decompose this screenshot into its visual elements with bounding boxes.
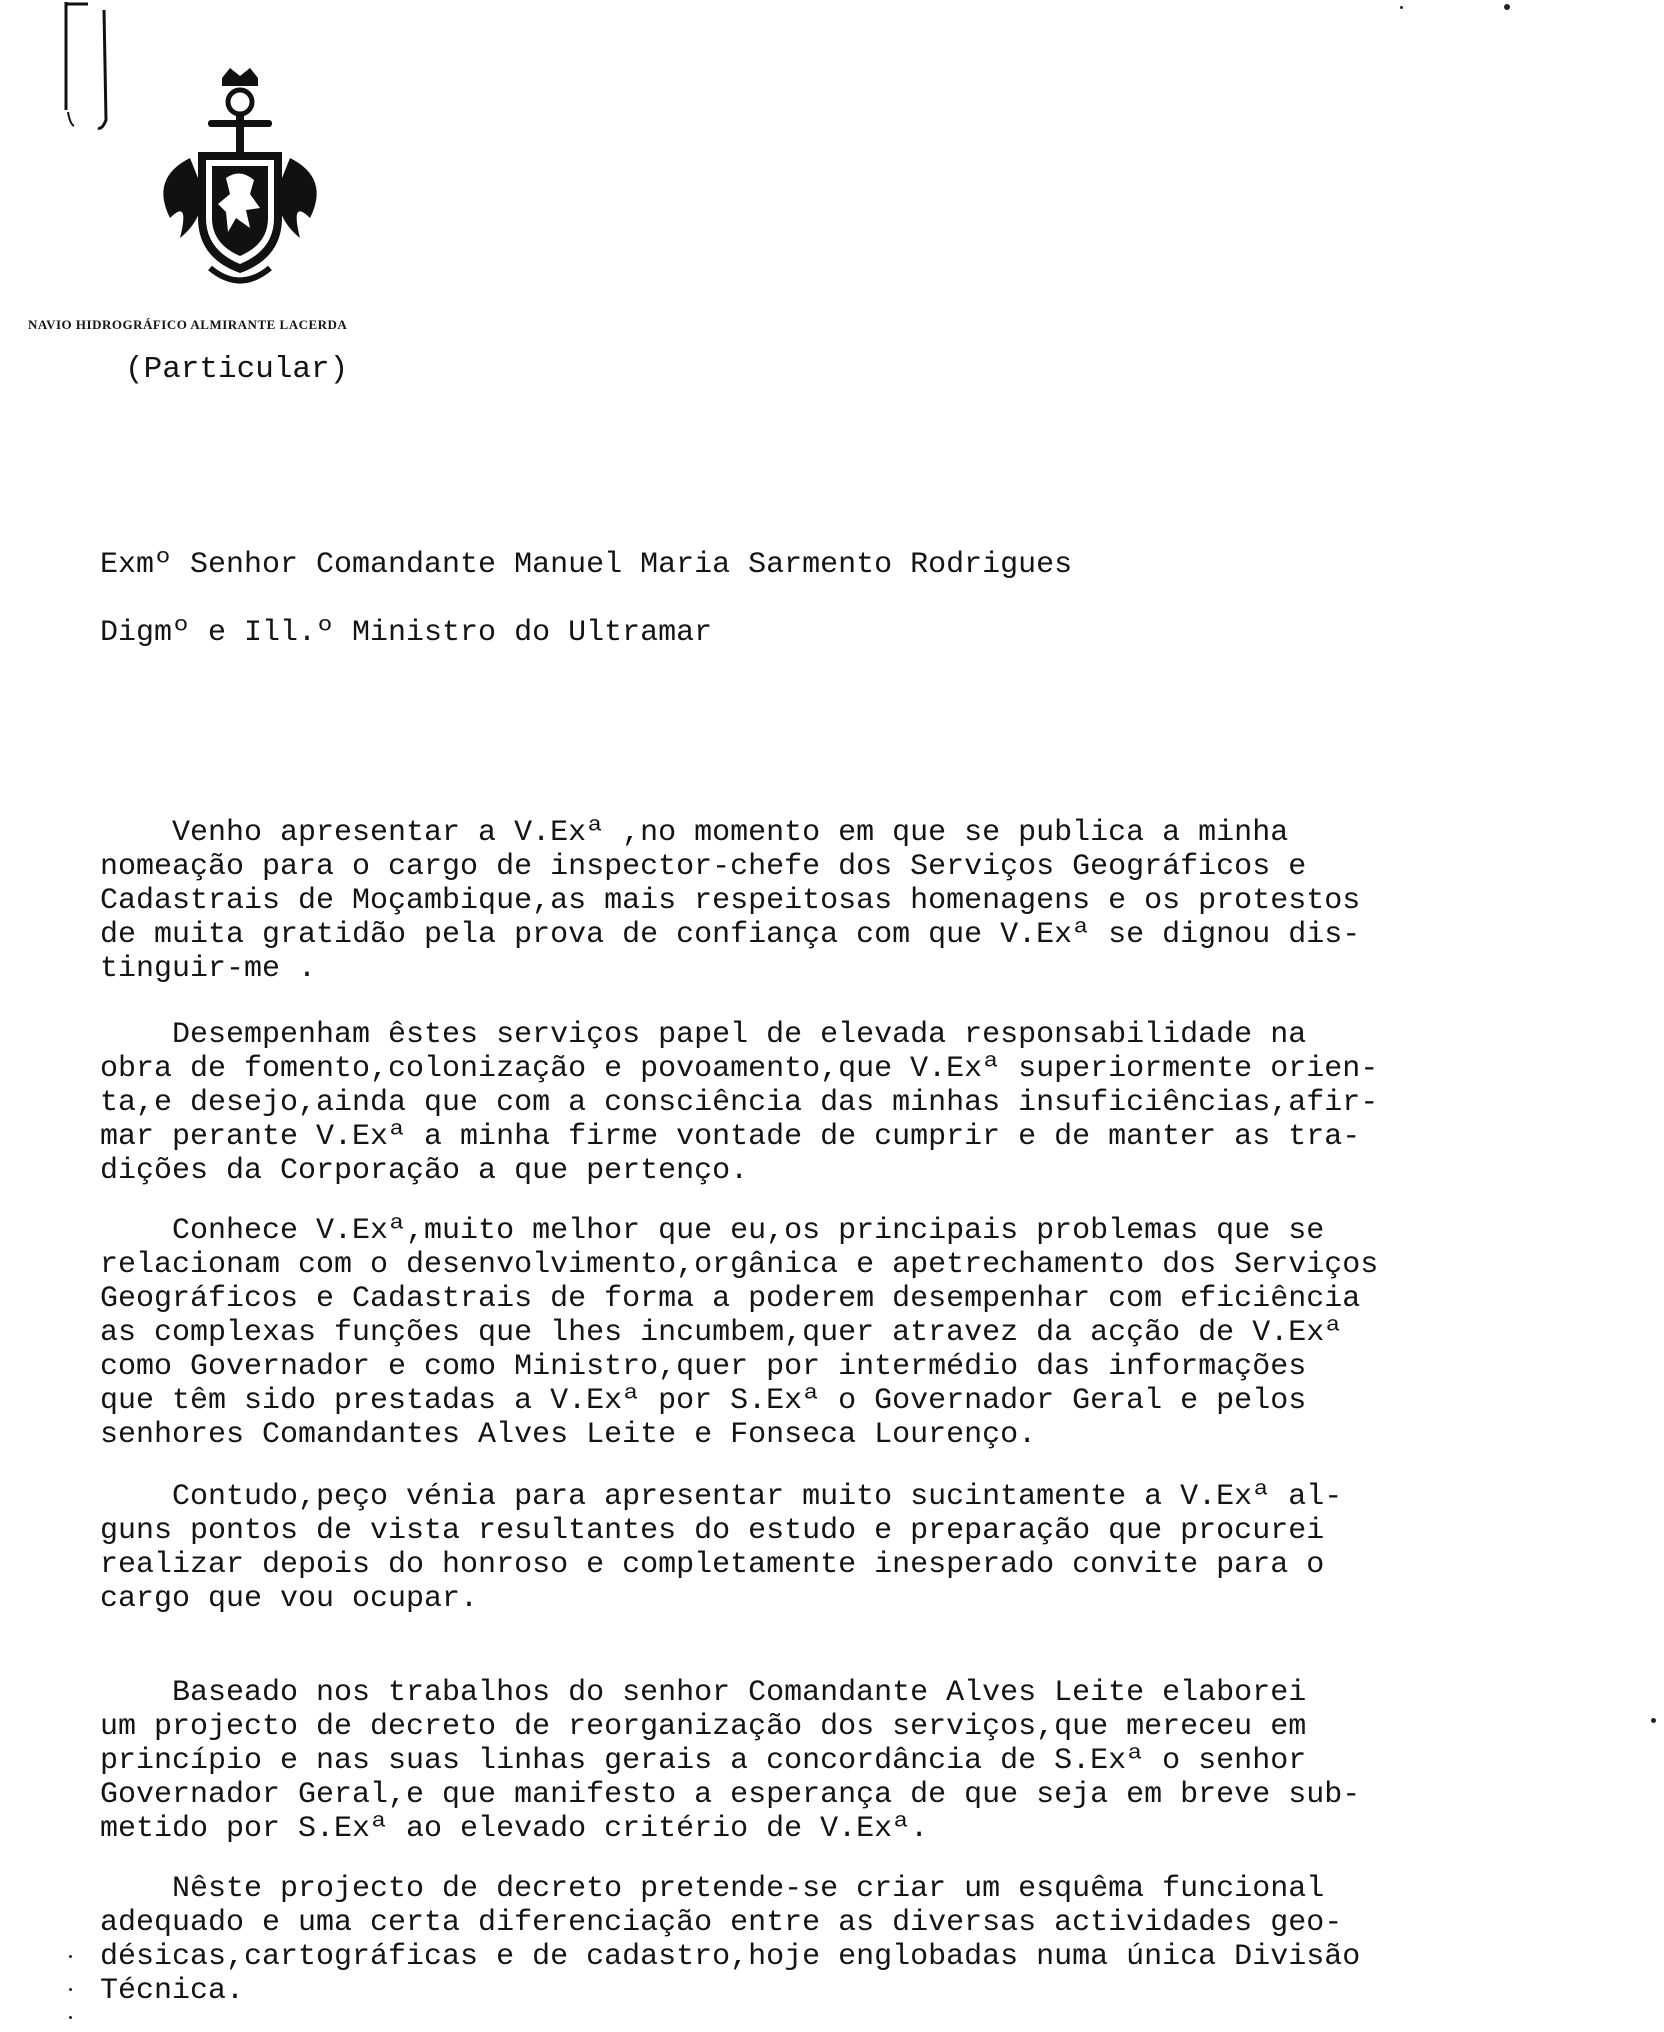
salutation-addressee: Exmº Senhor Comandante Manuel Maria Sarmento Rodrigues <box>100 548 1073 582</box>
letterhead-ship-name: NAVIO HIDROGRÁFICO ALMIRANTE LACERDA <box>28 317 348 332</box>
body-paragraph: Nêste projecto de decreto pretende-se criar um esquêma funcional adequado e uma certa diferenciação entre as diversas actividades geo- désicas,cartográficas e de cadastro,hoje englobadas numa única Divisão Técnica. <box>100 1872 1361 2008</box>
binding-edge-marks <box>58 0 108 140</box>
salutation-title: Digmº e Ill.º Ministro do Ultramar <box>100 616 713 650</box>
naval-coat-of-arms-icon <box>150 68 330 288</box>
scan-speck <box>1651 1718 1656 1723</box>
body-paragraph: Contudo,peço vénia para apresentar muito sucintamente a V.Exª al- guns pontos de vista resultantes do estudo e preparação que procurei realizar depois do honroso e completamente inesperado convite para o cargo que vou ocupar. <box>100 1480 1343 1616</box>
body-paragraph: Venho apresentar a V.Exª ,no momento em que se publica a minha nomeação para o cargo de inspector-chefe dos Serviços Geográficos e Cadastrais de Moçambique,as mais respeitosas homenagens e os protestos de muita gratidão pela prova de confiança com que V.Exª se dignou dis- tinguir-me . <box>100 816 1361 986</box>
scan-speck <box>1400 6 1403 9</box>
scan-speck <box>69 2016 72 2019</box>
classification-mark: (Particular) <box>125 352 349 387</box>
body-paragraph: Desempenham êstes serviços papel de elevada responsabilidade na obra de fomento,colonização e povoamento,que V.Exª superiormente orien- ta,e desejo,ainda que com a consciência das minhas insuficiências,afir- mar perante V.Exª a minha firme vontade de cumprir e de manter as tra- dições da Corporação a que pertenço. <box>100 1018 1379 1188</box>
scan-speck <box>69 1955 72 1958</box>
body-paragraph: Conhece V.Exª,muito melhor que eu,os principais problemas que se relacionam com o desenvolvimento,orgânica e apetrechamento dos Serviços Geográficos e Cadastrais de forma a poderem desempenhar com eficiência as complexas funções que lhes incumbem,quer atravez da acção de V.Exª como Governador e como Ministro,quer por intermédio das informações que têm sido prestadas a V.Exª por S.Exª o Governador Geral e pelos senhores Comandantes Alves Leite e Fonseca Lourenço. <box>100 1214 1379 1452</box>
body-paragraph: Baseado nos trabalhos do senhor Comandante Alves Leite elaborei um projecto de decreto de reorganização dos serviços,que mereceu em princípio e nas suas linhas gerais a concordância de S.Exª o senhor Governador Geral,e que manifesto a esperança de que seja em breve sub- metido por S.Exª ao elevado critério de V.Exª. <box>100 1676 1361 1846</box>
scan-speck <box>1504 4 1510 10</box>
scan-speck <box>69 1988 72 1991</box>
